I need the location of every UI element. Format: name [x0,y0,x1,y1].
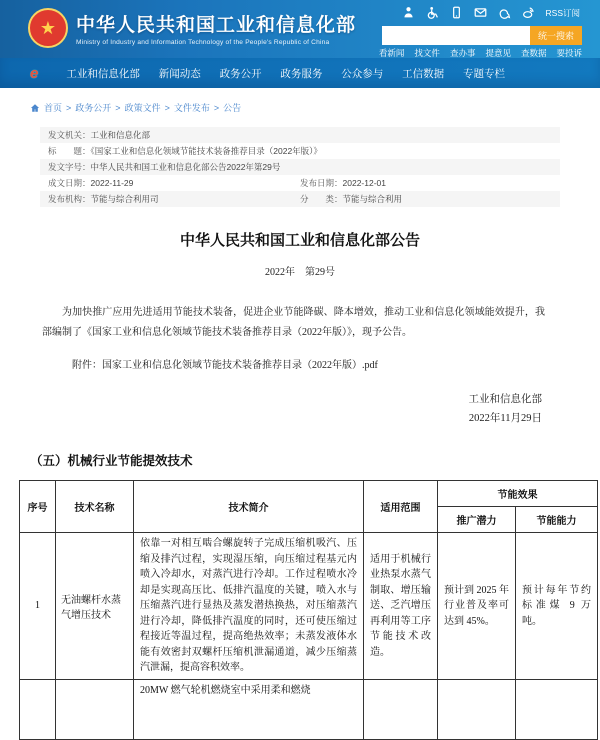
sign-language-icon[interactable] [402,6,415,19]
breadcrumb-announcement[interactable]: 公告 [223,103,242,113]
breadcrumb-home[interactable]: 首页 [44,103,63,113]
nav-item-home[interactable]: 工业和信息化部 [66,67,140,80]
table-row [20,533,598,680]
site-title: 中华人民共和国工业和信息化部 [76,15,357,36]
cell-potential: 预计到 2025 年行业普及率可达到 45%。 [438,533,516,680]
cell-capacity [516,679,598,739]
announcement [0,229,600,425]
cell-no [20,679,56,739]
quick-link-feedback[interactable]: 提意见 [485,48,511,58]
cell-scope: 适用于机械行业热泵水蒸气制取、增压输送、乏汽增压再利用等工序节能技术改造。 [364,533,438,680]
meta-row-issuing-organ: 发文机关：工业和信息化部 [40,127,560,143]
section-heading: （五）机械行业节能提效技术 [30,454,193,468]
cell-tech-name: 无油螺杆水蒸气增压技术 [56,533,134,680]
main-nav [0,58,600,88]
mobile-icon[interactable] [450,6,463,19]
announcement-signer: 工业和信息化部 [468,394,542,405]
rss-link[interactable]: RSS订阅 [545,7,580,18]
national-emblem-icon: ★ [28,8,68,48]
breadcrumb-doc-release[interactable]: 文件发布 [173,103,210,113]
breadcrumb-policy-docs[interactable]: 政策文件 [124,103,161,113]
col-header-intro: 技术简介 [134,481,364,533]
meta-row-doc-number: 发文字号：中华人民共和国工业和信息化部公告2022年第29号 [40,159,560,175]
miit-e-logo-icon: e [30,64,39,82]
quick-link-data[interactable]: 查数据 [520,48,547,58]
announcement-paragraph: 为加快推广应用先进适用节能技术装备，促进企业节能降碳、降本增效，推动工业和信息化领域能效提升，我部编制了《国家工业和信息化领域节能技术装备推荐目录（2022年版）》，现予公告。 [42,307,545,338]
col-header-scope: 适用范围 [364,481,438,533]
home-icon[interactable] [30,103,40,113]
col-header-no: 序号 [20,481,56,533]
cell-scope [364,679,438,739]
cell-potential [438,679,516,739]
col-header-name: 技术名称 [56,481,134,533]
nav-item-participation[interactable]: 公众参与 [341,67,384,80]
cell-tech-intro: 依靠一对相互啮合螺旋转子完成压缩机吸汽、压缩及排汽过程，实现湿压缩，向压缩过程基元内喷入冷却水，对蒸汽进行冷却。工作过程喷水冷却是实现高压比、低排汽温度的关键，喷入水与压缩蒸汽进行显热及蒸发潜热换热，对压缩蒸汽进行冷却，降低排汽温度的同时，还可使压缩过程接近等温过程，提高绝热效率；未蒸发液体水能有效密封双螺杆压缩机泄漏通道，减少压缩蒸汽泄漏，提高容积效率。 [134,533,364,680]
cell-tech-name [56,679,134,739]
utility-bar [402,6,580,19]
attachment-link[interactable]: 附件：国家工业和信息化领域节能技术装备推荐目录（2022年版）.pdf [72,360,378,371]
meta-row-title: 标 题：《国家工业和信息化领域节能技术装备推荐目录（2022年版）》 [48,146,322,156]
meta-row-publisher: 发布机构：节能与综合利用司 分 类：节能与综合利用 [40,191,560,207]
search-input[interactable] [382,26,530,45]
table-row [20,679,598,739]
announcement-title: 中华人民共和国工业和信息化部公告 [179,232,420,249]
breadcrumb: 首页 > 政务公开 > 政策文件 > 文件发布 > 公告 [30,101,600,114]
col-header-potential: 推广潜力 [438,507,516,533]
quick-links [379,47,582,59]
quick-link-news[interactable]: 看新闻 [378,48,405,58]
quick-link-services[interactable]: 查办事 [449,48,476,58]
nav-item-data[interactable]: 工信数据 [402,67,445,80]
weibo-icon[interactable] [522,6,535,19]
cell-no: 1 [20,533,56,680]
nav-item-special-topics[interactable]: 专题专栏 [463,67,505,80]
quick-link-docs[interactable]: 找文件 [414,48,440,58]
nav-item-news[interactable]: 新闻动态 [158,67,201,80]
announcement-issue-number: 2022年 第29号 [265,267,335,278]
mail-icon[interactable] [474,6,487,19]
meta-row-dates: 成文日期：2022-11-29 发布日期：2022-12-01 [48,178,386,188]
cell-tech-intro: 20MW 燃气轮机燃烧室中采用柔和燃烧 [134,679,364,739]
site-subtitle: Ministry of Industry and Information Technology of the People's Republic of China [76,39,330,46]
announcement-date: 2022年11月29日 [468,413,542,424]
site-logo[interactable] [28,8,356,48]
wechat-icon[interactable] [498,6,511,19]
col-header-capacity: 节能能力 [516,507,598,533]
doc-meta [40,127,560,207]
masthead [0,0,600,58]
quick-link-complaint[interactable]: 要投诉 [556,48,582,58]
col-header-effect-group: 节能效果 [438,481,598,507]
nav-item-gov-openness[interactable]: 政务公开 [219,67,262,80]
unified-search-button[interactable]: 统一搜索 [530,26,582,45]
accessibility-icon[interactable] [426,6,439,19]
breadcrumb-gov-openness[interactable]: 政务公开 [75,103,112,113]
search-bar [382,26,582,45]
nav-item-gov-services[interactable]: 政务服务 [280,67,323,80]
table-header-row-1 [20,481,598,507]
cell-capacity: 预计每年节约标准煤 9 万吨。 [516,533,598,680]
tech-table [19,480,598,740]
